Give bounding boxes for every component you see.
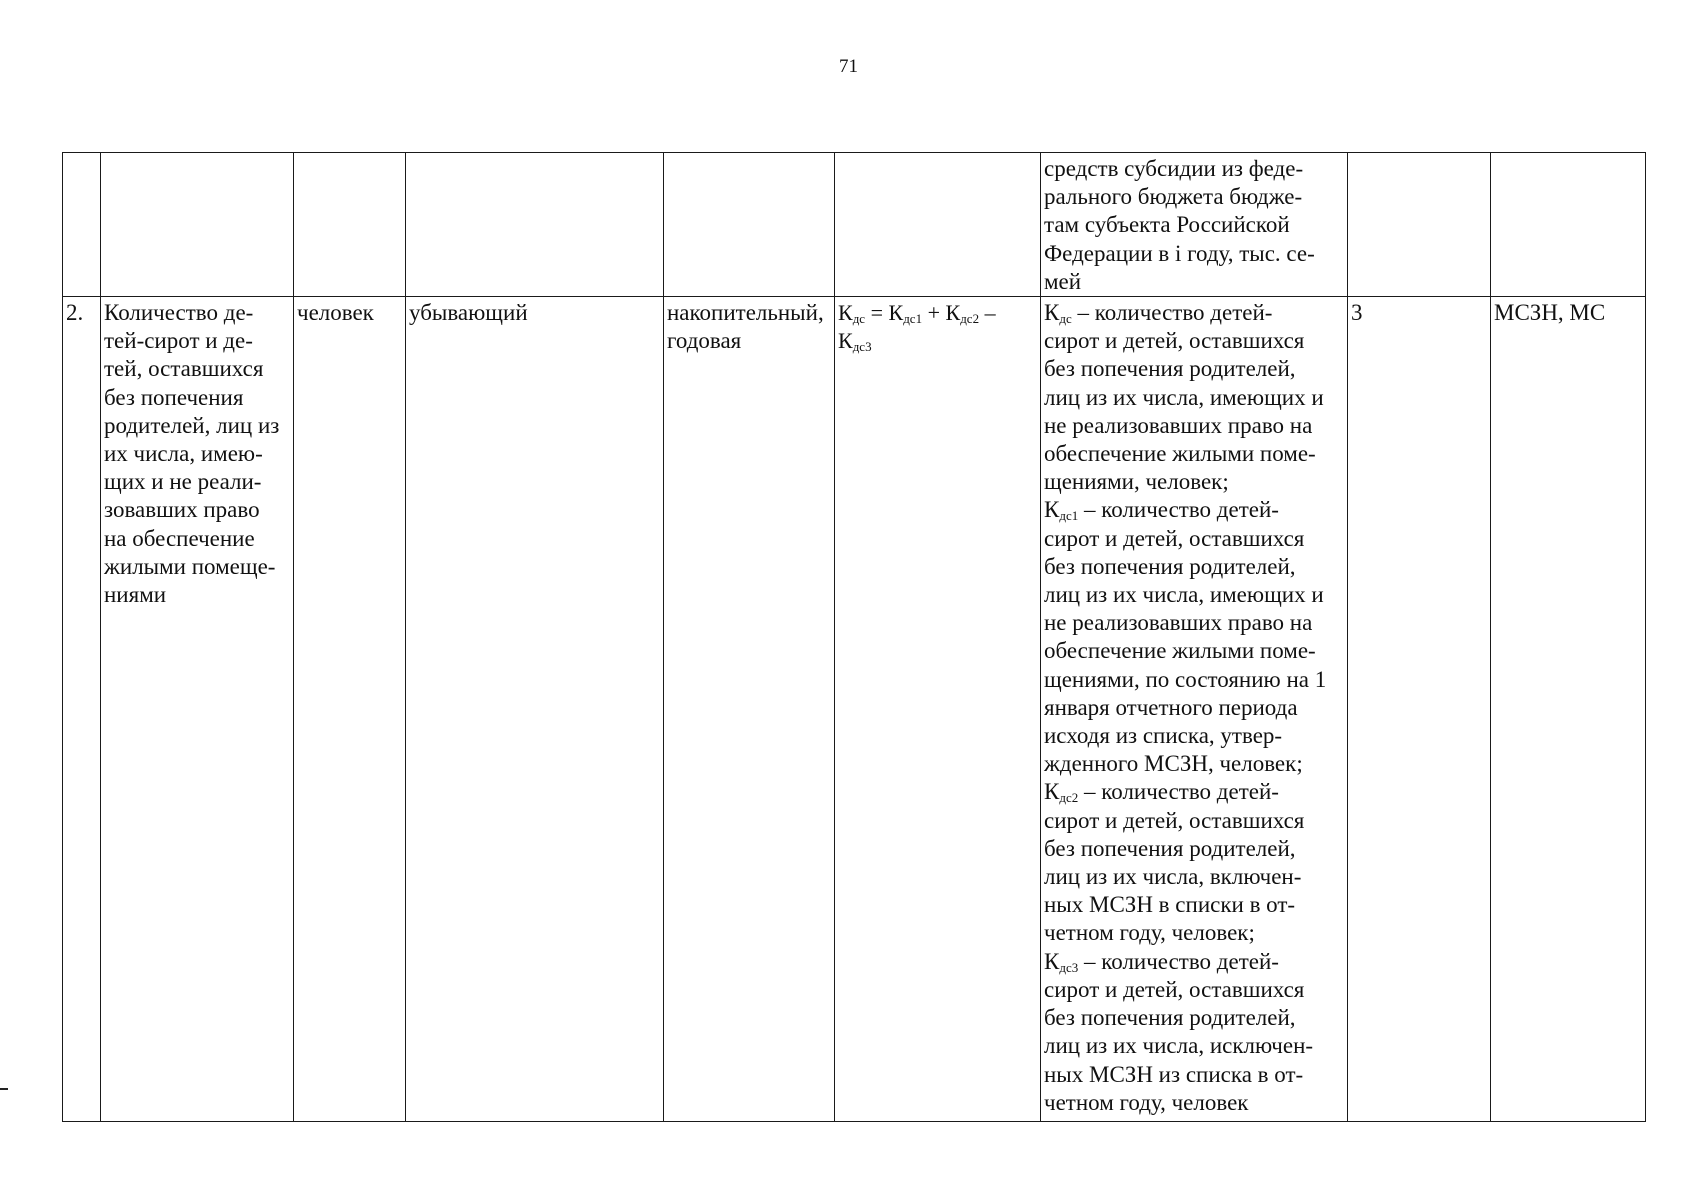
definition-text: – количество детей- сирот и детей, оставшихся без попечения родителей, лиц из их числа, включен- ных МСЗН в списки в от- четном году, человек; — [1044, 779, 1305, 946]
formula-term-2-sub: дс2 — [960, 311, 980, 327]
definition-symbol: К — [1044, 497, 1060, 523]
margin-tick-mark — [0, 1088, 8, 1090]
cell-empty-type — [664, 153, 835, 297]
definition-text: – количество детей- сирот и детей, оставшихся без попечения родителей, лиц из их числа, исключен- ных МСЗН из списка в от- четном году, человек — [1044, 948, 1314, 1115]
definition-symbol-sub: дс2 — [1059, 790, 1079, 806]
cell-empty-responsible — [1491, 153, 1646, 297]
cell-empty-unit — [294, 153, 406, 297]
definition-symbol-sub: дс — [1059, 311, 1072, 327]
formula-eq: = — [865, 300, 889, 326]
table-row-2 — [63, 297, 1646, 1122]
definition-symbol-sub: дс1 — [1059, 508, 1079, 524]
formula-term-3-sub: дс3 — [852, 339, 872, 355]
indicators-table — [62, 152, 1646, 1122]
cell-trend: убывающий — [406, 297, 664, 1122]
definition-item — [1044, 299, 1345, 496]
definition-symbol-sub: дс3 — [1059, 959, 1079, 975]
formula-term-2: К — [945, 300, 961, 326]
cell-empty-name — [101, 153, 294, 297]
cell-source-code: 3 — [1348, 297, 1491, 1122]
definition-item — [1044, 948, 1345, 1117]
definition-item — [1044, 778, 1345, 947]
definition-symbol: К — [1044, 300, 1060, 326]
cell-empty-source — [1348, 153, 1491, 297]
formula-term-1: К — [888, 300, 904, 326]
cell-empty-index — [63, 153, 101, 297]
formula-term-1-sub: дс1 — [903, 311, 923, 327]
cell-formula — [835, 297, 1041, 1122]
definition-symbol: К — [1044, 779, 1060, 805]
definition-text: – количество детей- сирот и детей, оставшихся без попечения родителей, лиц из их числа, имеющих и не реализовавших право на обеспечение жилыми поме- щениями, по состоянию на 1 января отчетного периода исходя из списка, утвер- жденного МСЗН, человек; — [1044, 497, 1327, 777]
formula-lhs-sub: дс — [852, 311, 866, 327]
cell-indicator-type: накопительный, годовая — [664, 297, 835, 1122]
page-number: 71 — [839, 56, 858, 77]
cell-empty-trend — [406, 153, 664, 297]
formula-lhs: К — [838, 300, 853, 326]
formula-plus: + — [922, 300, 946, 326]
cell-description-continuation: средств субсидии из феде- рального бюджета бюдже- там субъекта Российской Федерации в i году, тыс. се- мей — [1041, 153, 1348, 297]
cell-indicator-name: Количество де- тей-сирот и де- тей, оставшихся без попечения родителей, лиц из их числа, имею- щих и не реали- зовавших право на обеспечение жилыми помеще- ниями — [101, 297, 294, 1122]
cell-responsible: МСЗН, МС — [1491, 297, 1646, 1122]
formula-term-3: К — [838, 328, 853, 354]
cell-empty-formula — [835, 153, 1041, 297]
definition-symbol: К — [1044, 948, 1060, 974]
cell-row-index: 2. — [63, 297, 101, 1122]
definition-text: – количество детей- сирот и детей, оставшихся без попечения родителей, лиц из их числа, имеющих и не реализовавших право на обеспечение жилыми поме- щениями, человек; — [1044, 300, 1324, 495]
definition-item — [1044, 496, 1345, 778]
cell-definitions — [1041, 297, 1348, 1122]
formula-minus: – — [979, 300, 996, 326]
table-row-continuation — [63, 153, 1646, 297]
cell-unit: человек — [294, 297, 406, 1122]
